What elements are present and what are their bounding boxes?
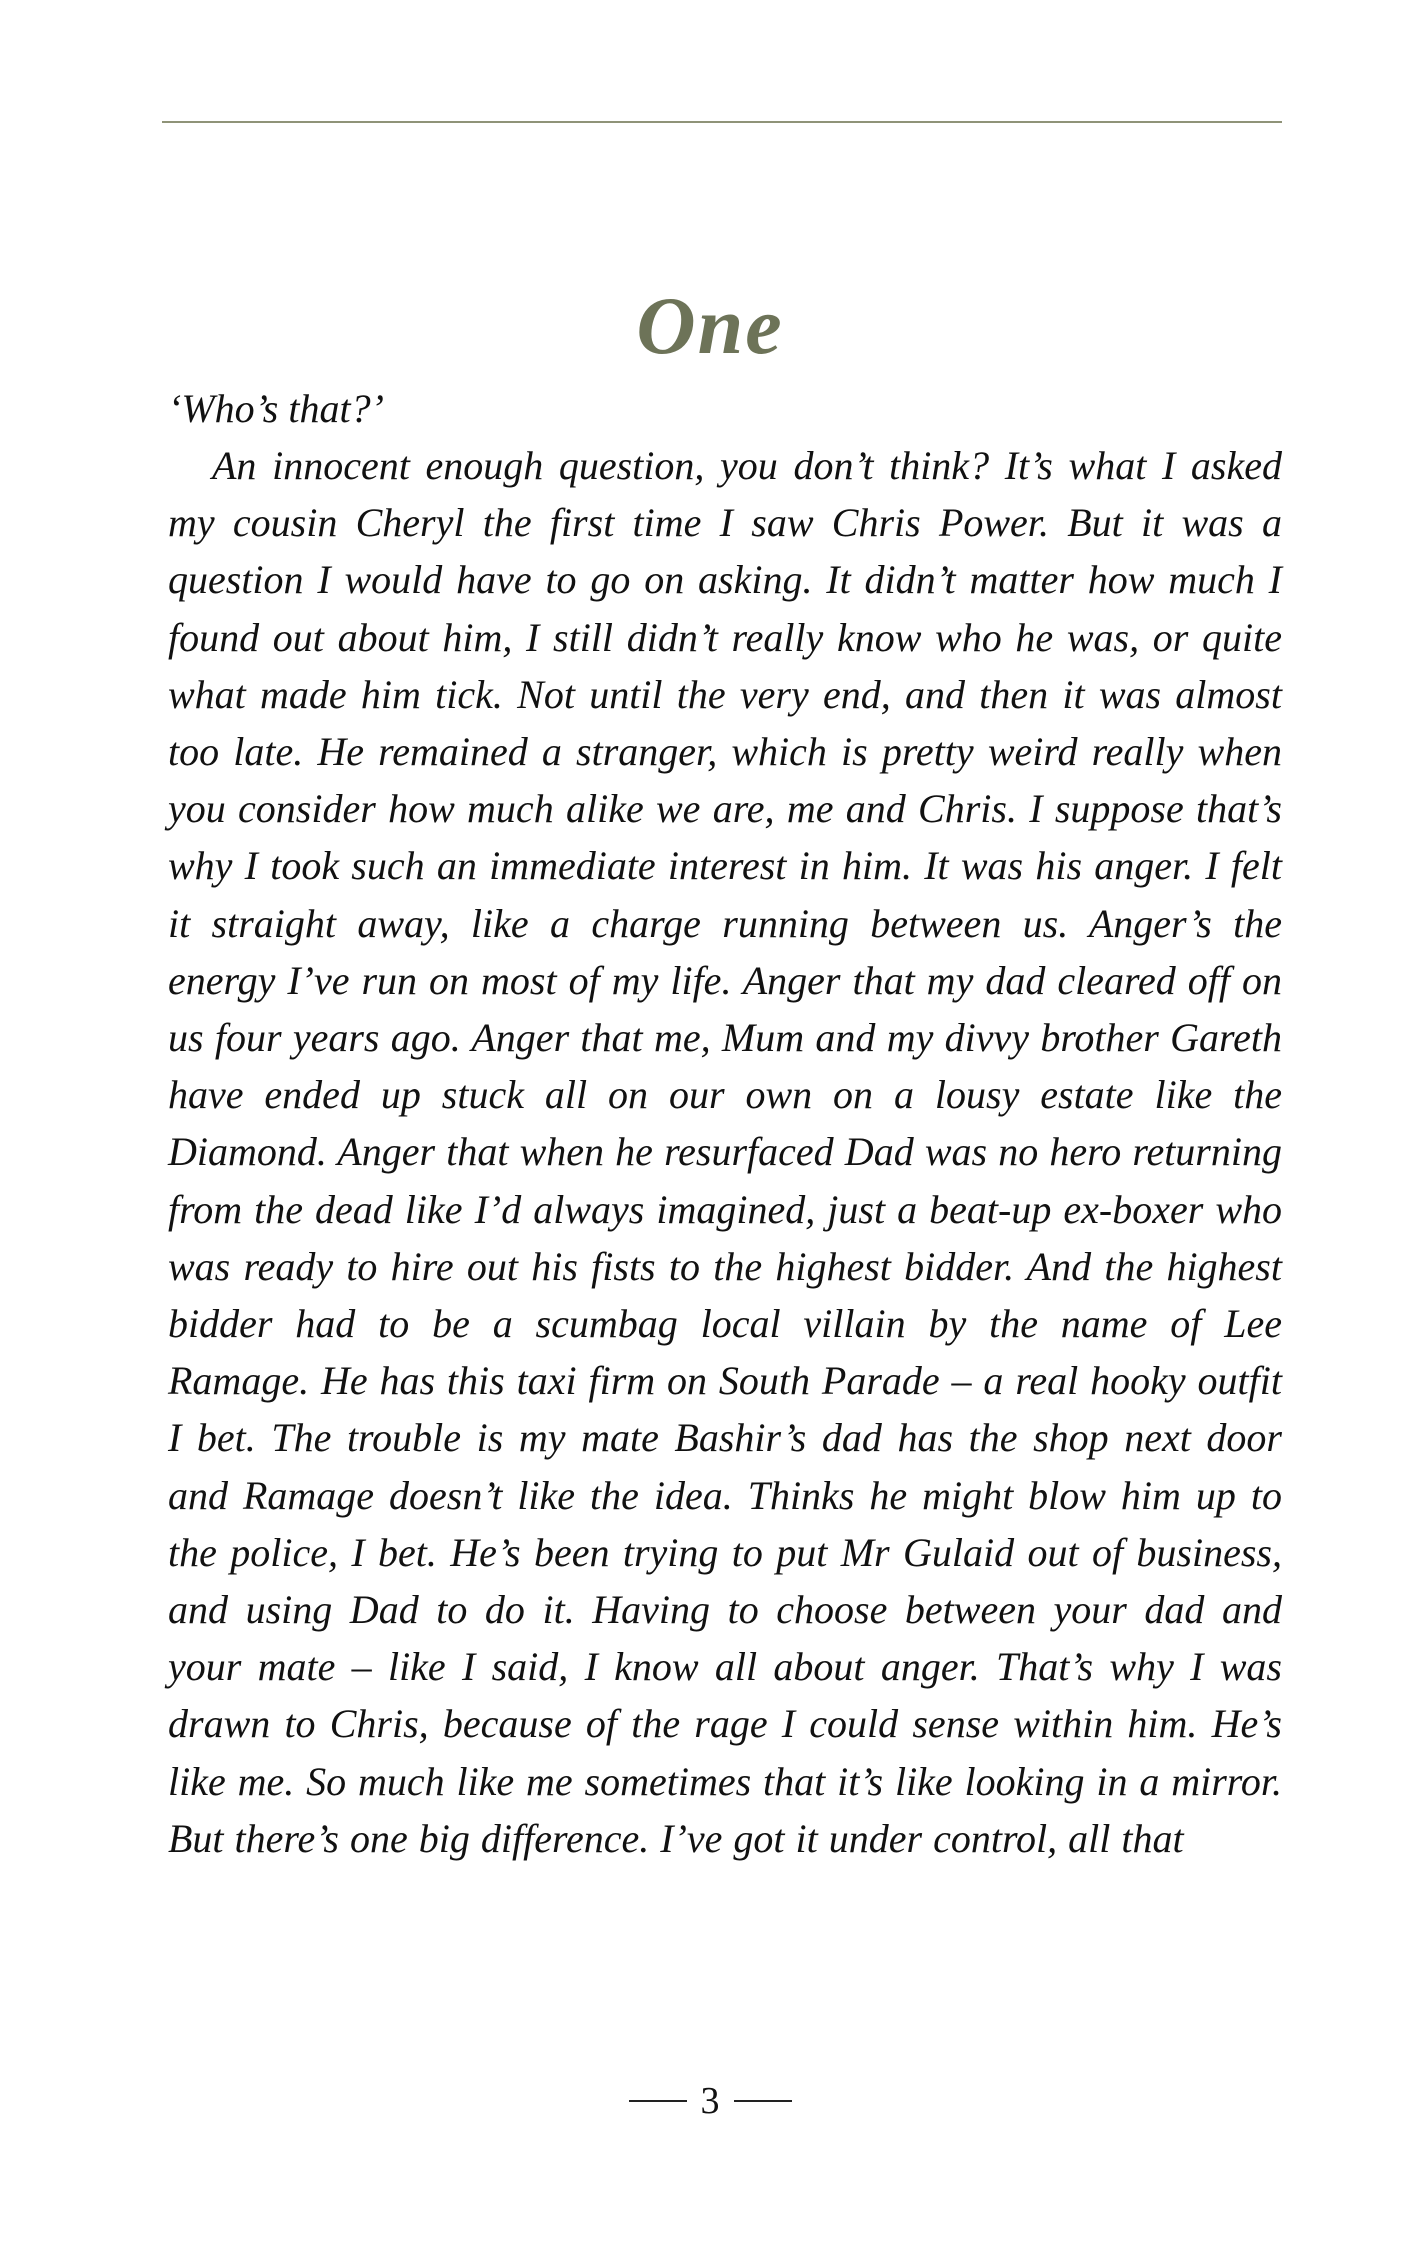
folio-dash-left [629, 2100, 687, 2102]
page-number: 3 [700, 2080, 720, 2122]
opening-line: ‘Who’s that?’ [168, 386, 384, 431]
chapter-text [168, 380, 1282, 1867]
page-footer [0, 2082, 1420, 2120]
header-rule [162, 121, 1282, 123]
chapter-title: One [636, 279, 784, 371]
body-paragraph: An innocent enough question, you don’t think? It’s what I asked my cousin Cheryl the first time I saw Chris Power. But it was a question I would have to go on asking. It didn’t matter how much I found out about him, I still didn’t really know who he was, or quite what made him tick. Not until the very end, and then it was almost too late. He remained a stranger, which is pretty weird really when you consider how much alike we are, me and Chris. I suppose that’s why I took such an immediate interest in him. It was his anger. I felt it straight away, like a charge running between us. Anger’s the energy I’ve run on most of my life. Anger that my dad cleared off on us four years ago. Anger that me, Mum and my divvy brother Gareth have ended up stuck all on our own on a lousy estate like the Diamond. Anger that when he resurfaced Dad was no hero returning from the dead like I’d always imagined, just a beat-up ex-boxer who was ready to hire out his fists to the highest bidder. And the highest bidder had to be a scumbag local villain by the name of Lee Ramage. He has this taxi firm on South Parade – a real hooky outfit I bet. The trouble is my mate Bashir’s dad has the shop next door and Ramage doesn’t like the idea. Thinks he might blow him up to the police, I bet. He’s been trying to put Mr Gulaid out of business, and using Dad to do it. Having to choose between your dad and your mate – like I said, I know all about anger. That’s why I was drawn to Chris, because of the rage I could sense within him. He’s like me. So much like me sometimes that it’s like looking in a mirror. But there’s one big difference. I’ve got it under control, all that [168, 443, 1282, 1861]
folio-dash-right [734, 2100, 792, 2102]
